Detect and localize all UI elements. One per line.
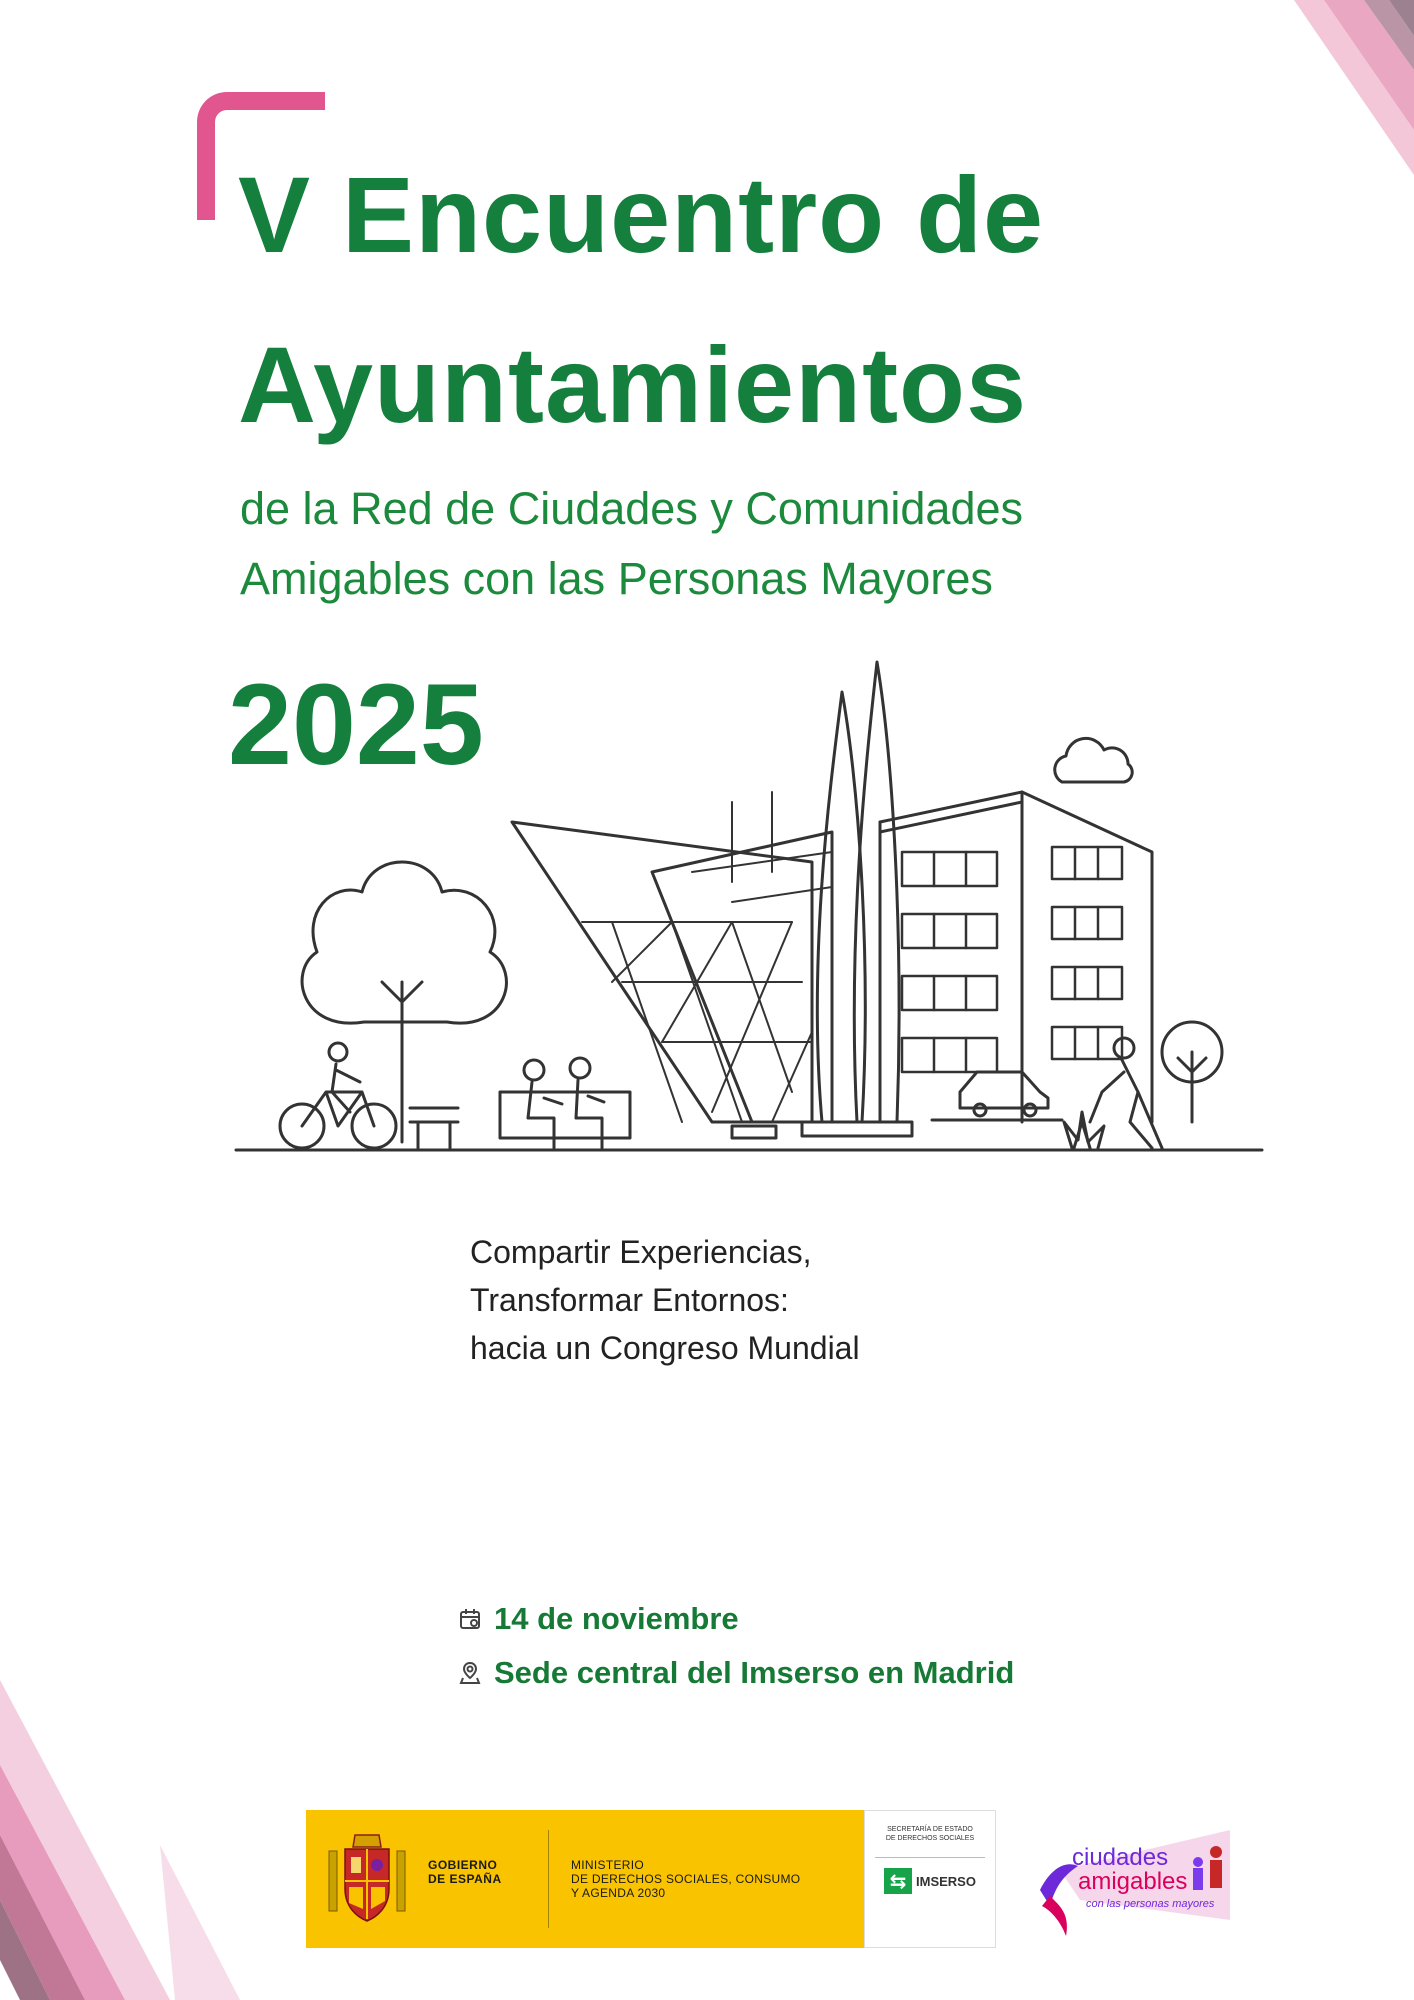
tagline-line-1: Compartir Experiencias, [470, 1234, 812, 1270]
title-line-2: Ayuntamientos [238, 324, 1028, 445]
ciudades-amigables-logo [1020, 1810, 1240, 1950]
cyclist-icon [280, 1043, 396, 1148]
imserso-divider [875, 1857, 985, 1858]
cloud-icon [1055, 738, 1132, 782]
institutional-logos-bar [306, 1810, 996, 1948]
secretaria-label [886, 1825, 974, 1843]
ministerio-line-2: DE DERECHOS SOCIALES, CONSUMO [571, 1872, 801, 1886]
imserso-logo-box [864, 1810, 996, 1948]
ministerio-label [549, 1810, 864, 1948]
personas-mayores-label: con las personas mayores [1086, 1898, 1215, 1910]
ministerio-line-1: MINISTERIO [571, 1858, 645, 1872]
amigables-label: amigables [1078, 1868, 1188, 1895]
spain-coat-of-arms-icon [306, 1810, 428, 1948]
subtitle-line-1: de la Red de Ciudades y Comunidades [240, 483, 1023, 534]
glass-building-icon [512, 792, 832, 1122]
seated-couple-on-bench-icon [500, 1058, 630, 1148]
location-pin-icon [458, 1661, 482, 1685]
event-tagline [470, 1228, 860, 1372]
large-tree-icon [302, 862, 506, 1142]
imserso-label: IMSERSO [916, 1873, 976, 1889]
imserso-mark-icon: ⇆ [884, 1868, 912, 1894]
calendar-icon [458, 1607, 482, 1631]
city-illustration [232, 652, 1266, 1162]
secretaria-line-1: SECRETARÍA DE ESTADO [887, 1826, 973, 1833]
small-tree-icon [1162, 1022, 1222, 1122]
event-subtitle [240, 474, 1023, 614]
tagline-line-2: Transformar Entornos: [470, 1282, 789, 1318]
secretaria-line-2: DE DERECHOS SOCIALES [885, 1835, 975, 1842]
event-location-row [458, 1646, 1014, 1700]
event-title [238, 130, 1044, 470]
ministerio-line-3: Y AGENDA 2030 [571, 1886, 666, 1900]
tagline-line-3: hacia un Congreso Mundial [470, 1330, 860, 1366]
event-date-row [458, 1592, 1014, 1646]
gobierno-de-espana-label [428, 1810, 548, 1948]
gobierno-line-1: GOBIERNO [428, 1858, 498, 1872]
subtitle-line-2: Amigables con las Personas Mayores [240, 553, 993, 604]
decorative-stripes-top-right [1254, 0, 1414, 230]
bench-icon [410, 1108, 458, 1148]
event-location: Sede central del Imserso en Madrid [494, 1655, 1015, 1690]
gobierno-line-2: DE ESPAÑA [428, 1872, 502, 1886]
event-date: 14 de noviembre [494, 1601, 739, 1636]
monument-spires-icon [732, 662, 912, 1138]
title-line-1: V Encuentro de [238, 154, 1045, 275]
decorative-stripes-bottom-left [0, 1670, 240, 2000]
car-icon [932, 1072, 1062, 1120]
logo-divider [548, 1830, 549, 1928]
ciudades-label: ciudades [1072, 1844, 1169, 1871]
event-year: 2025 [228, 661, 484, 789]
event-info [458, 1592, 1014, 1700]
imserso-logo [884, 1868, 976, 1894]
